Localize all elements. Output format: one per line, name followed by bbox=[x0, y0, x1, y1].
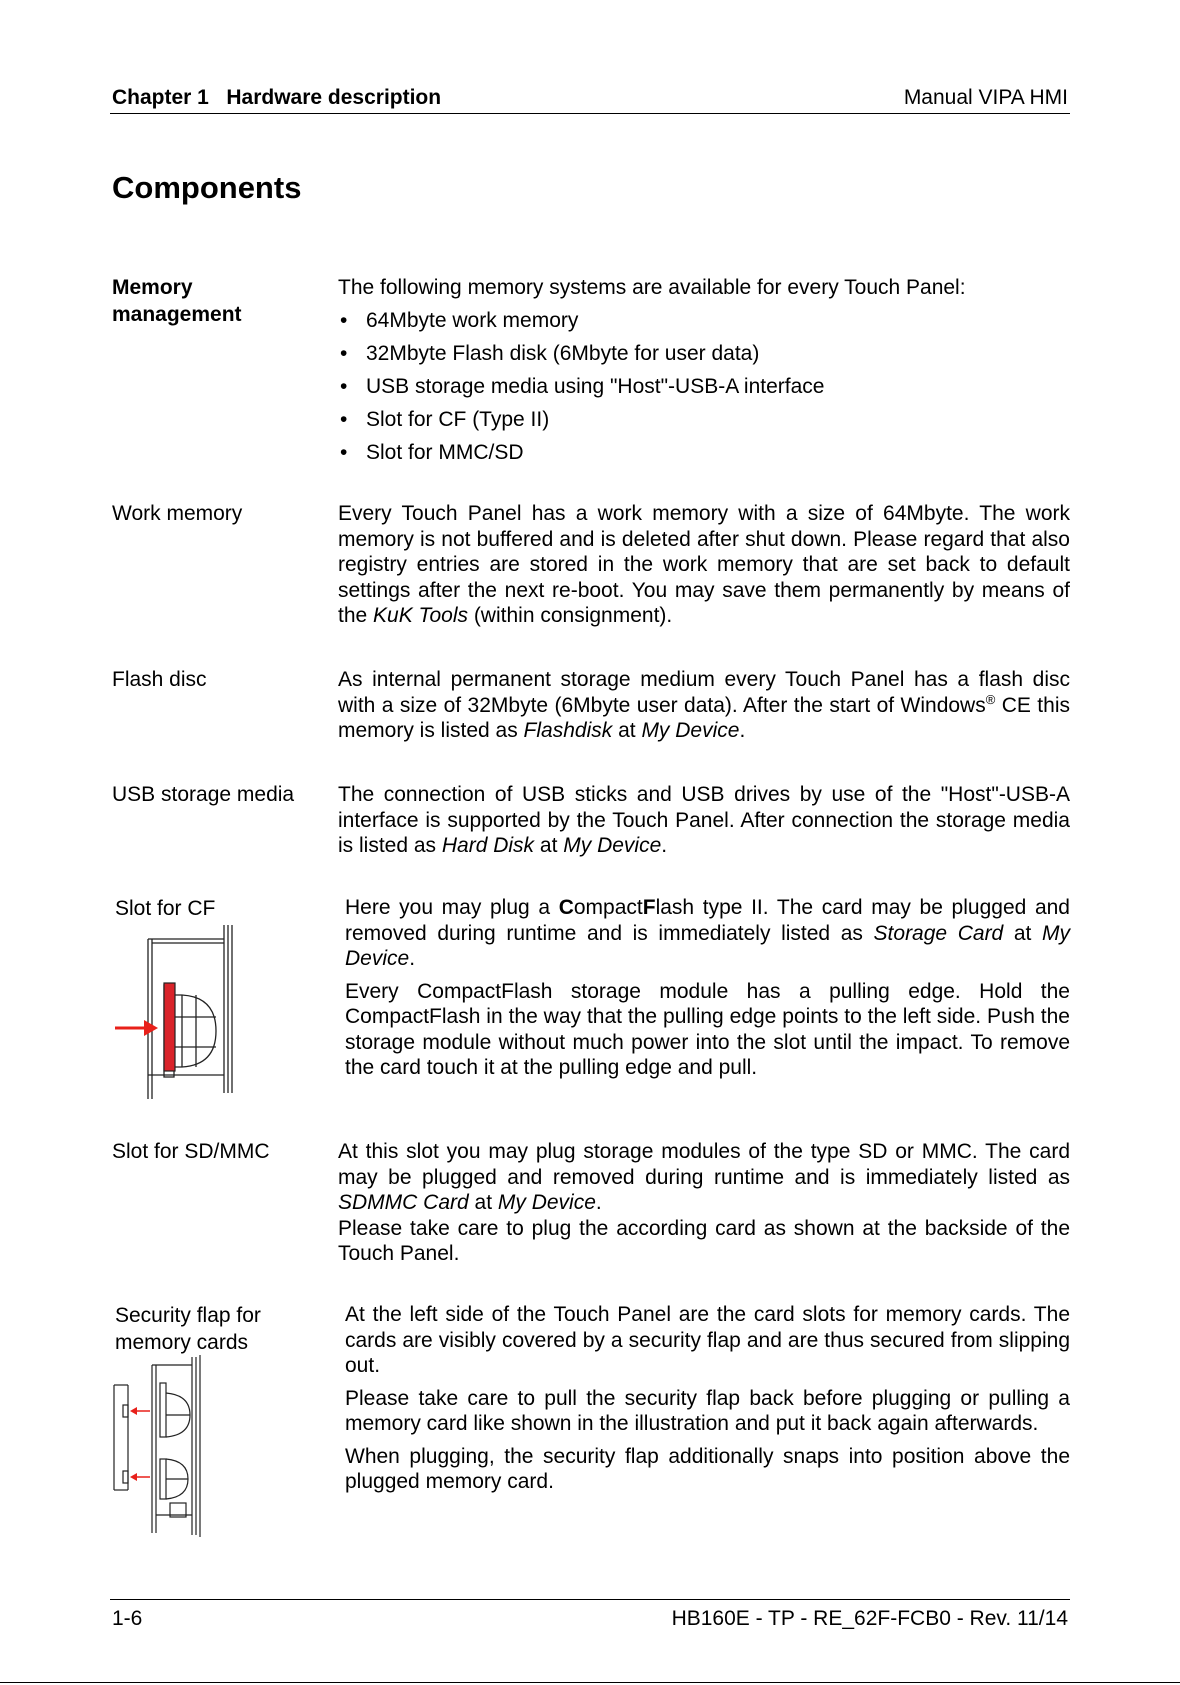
slot-sd-section bbox=[338, 1139, 1070, 1267]
my-device-ref: My Device bbox=[497, 1191, 596, 1214]
text-run: (within consignment). bbox=[467, 604, 673, 627]
security-flap-paragraph-3: When plugging, the security flap additionally snaps into position above the plugged memory card. bbox=[345, 1444, 1070, 1493]
storage-card-ref: Storage Card bbox=[873, 921, 1004, 945]
usb-storage-text bbox=[338, 782, 1070, 859]
my-device-ref: My Device bbox=[641, 719, 740, 742]
page-title: Components bbox=[112, 170, 302, 205]
manual-title: Manual VIPA HMI bbox=[903, 86, 1068, 109]
kuk-tools-ref: KuK Tools bbox=[373, 604, 468, 627]
bullet-icon: • bbox=[340, 308, 348, 332]
slot-cf-section bbox=[345, 895, 1070, 1088]
security-flap-paragraph-1: At the left side of the Touch Panel are the card slots for memory cards. The cards are visibly covered by a security flap and are thus secured from slipping out. bbox=[345, 1303, 1070, 1377]
flash-disc-label: Flash disc bbox=[112, 668, 207, 691]
text-run: . bbox=[409, 947, 416, 970]
list-item bbox=[338, 308, 1070, 341]
bullet-text: 32Mbyte Flash disk (6Mbyte for user data) bbox=[366, 341, 760, 365]
list-item bbox=[338, 440, 1070, 473]
cf-slot-illustration bbox=[112, 925, 247, 1100]
text-run: at bbox=[534, 834, 564, 857]
text-run: lash type II. The card may be plugged and removed during runtime and is immediately listed as bbox=[345, 896, 1070, 945]
usb-storage-label: USB storage media bbox=[112, 783, 295, 806]
text-run: F bbox=[642, 896, 656, 919]
page-number: 1-6 bbox=[112, 1607, 143, 1630]
work-memory-label: Work memory bbox=[112, 502, 243, 525]
text-run: At this slot you may plug storage modules of the type SD or MMC. The card may be plugged and removed during runtime and is immediately listed as bbox=[338, 1140, 1070, 1189]
text-run: Every Touch Panel has a work memory with a size of 64Mbyte. The work memory is not buffered and is deleted after shut down. Please regard that also registry entries are stored in the work memory that are set back to default settings after the next re-boot. You may save them permanently by means of the bbox=[338, 502, 1070, 627]
text-run: . bbox=[739, 719, 746, 742]
insert-arrow-icon bbox=[144, 1020, 158, 1036]
security-flap-illustration bbox=[112, 1355, 222, 1540]
text-run: C bbox=[558, 896, 574, 919]
chapter-header: Chapter 1 Hardware description bbox=[112, 86, 442, 109]
bullet-icon: • bbox=[340, 407, 348, 431]
slot-sd-paragraph-1 bbox=[338, 1139, 1070, 1216]
compactflash-card bbox=[164, 983, 175, 1071]
hard-disk-ref: Hard Disk bbox=[441, 834, 535, 857]
my-device-ref: My Device bbox=[345, 921, 1071, 970]
list-item bbox=[338, 341, 1070, 374]
page-bottom-edge bbox=[0, 1682, 1180, 1683]
bullet-text: USB storage media using "Host"-USB-A interface bbox=[366, 374, 825, 398]
bullet-icon: • bbox=[340, 440, 348, 464]
memory-management-section bbox=[338, 275, 1070, 473]
header-divider bbox=[110, 113, 1070, 114]
bullet-text: Slot for CF (Type II) bbox=[366, 407, 550, 431]
text-run: As internal permanent storage medium every Touch Panel has a flash disc with a size of 32Mbyte (6Mbyte user data). After the start of Windows bbox=[338, 668, 1070, 717]
text-run: ompact bbox=[573, 896, 643, 919]
text-run: at bbox=[468, 1191, 498, 1214]
flash-disc-text bbox=[338, 667, 1070, 744]
work-memory-text bbox=[338, 501, 1070, 629]
security-flap-label: Security flap for memory cards bbox=[115, 1304, 261, 1354]
text-run: . bbox=[595, 1191, 602, 1214]
memory-bullet-list bbox=[338, 308, 1070, 473]
text-run: . bbox=[661, 834, 668, 857]
security-flap-paragraph-2: Please take care to pull the security flap back before plugging or pulling a memory card like shown in the illustration and put it back again afterwards. bbox=[345, 1386, 1070, 1435]
registered-mark: ® bbox=[985, 691, 996, 707]
security-flap-section bbox=[345, 1302, 1070, 1502]
memory-management-label: Memory management bbox=[112, 276, 242, 326]
list-item bbox=[338, 407, 1070, 440]
my-device-ref: My Device bbox=[563, 834, 662, 857]
list-item bbox=[338, 374, 1070, 407]
slot-sd-label: Slot for SD/MMC bbox=[112, 1140, 270, 1163]
slot-cf-label: Slot for CF bbox=[115, 897, 216, 920]
text-run: at bbox=[1003, 921, 1043, 945]
text-run: Here you may plug a bbox=[345, 896, 559, 919]
slot-cf-paragraph-1 bbox=[345, 895, 1070, 972]
document-reference: HB160E - TP - RE_62F-FCB0 - Rev. 11/14 bbox=[671, 1607, 1068, 1630]
bullet-icon: • bbox=[340, 374, 348, 398]
slot-sd-paragraph-2: Please take care to plug the according card as shown at the backside of the Touch Panel. bbox=[338, 1216, 1070, 1265]
bullet-text: 64Mbyte work memory bbox=[366, 308, 579, 332]
footer-divider bbox=[110, 1599, 1070, 1600]
flashdisk-ref: Flashdisk bbox=[523, 719, 613, 742]
slot-cf-paragraph-2: Every CompactFlash storage module has a pulling edge. Hold the CompactFlash in the way that the pulling edge points to the left side. Push the storage module without much power into the slot until the impact. To remove the card touch it at the pulling edge and pull. bbox=[345, 979, 1070, 1079]
flap-arrow-icons bbox=[130, 1407, 150, 1481]
sdmmc-card-ref: SDMMC Card bbox=[338, 1191, 469, 1214]
bullet-text: Slot for MMC/SD bbox=[366, 440, 524, 464]
text-run: The connection of USB sticks and USB drives by use of the "Host"-USB-A interface is supported by the Touch Panel. After connection the storage media is listed as bbox=[338, 783, 1070, 857]
memory-management-intro: The following memory systems are available for every Touch Panel: bbox=[338, 276, 966, 299]
bullet-icon: • bbox=[340, 341, 348, 365]
text-run: at bbox=[612, 719, 642, 742]
text-run: CE this memory is listed as bbox=[338, 693, 1070, 742]
